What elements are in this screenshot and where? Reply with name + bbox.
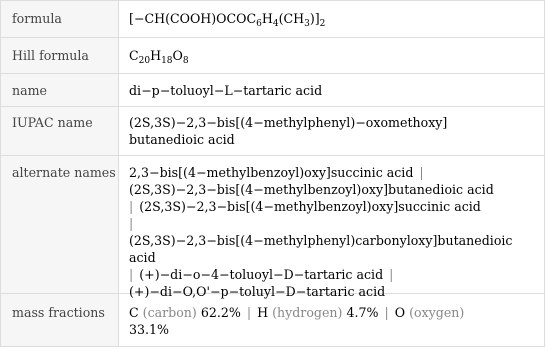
table-row-iupac-name (1, 107, 544, 156)
table-row-name (1, 74, 544, 107)
iupac-line: butanedioic acid (129, 132, 235, 147)
hill-subscript: 8 (182, 56, 189, 66)
alternate-name: (+)−di−O,O'−p−toluyl−D−tartaric acid (129, 284, 386, 299)
alternate-name: (2S,3S)−2,3−bis[(4−methylbenzoyl)oxy]butanedioic acid (129, 182, 494, 197)
alternate-name: (2S,3S)−2,3−bis[(4−methylbenzoyl)oxy]succinic acid (139, 199, 481, 214)
separator: | (129, 267, 134, 282)
element-name: (hydrogen) (272, 305, 343, 320)
row-label-iupac-name: IUPAC name (1, 107, 119, 155)
formula-subscript: 4 (272, 19, 279, 29)
hill-part: C (129, 48, 139, 63)
separator: | (389, 267, 394, 282)
name-value: di−p−toluoyl−L−tartaric acid (129, 83, 323, 98)
alternate-names-line (129, 181, 536, 198)
table-row-mass-fractions (1, 294, 544, 346)
hill-part: O (172, 48, 183, 63)
alternate-name: (2S,3S)−2,3−bis[(4−methylphenyl)carbonyloxy]butanedioic acid (129, 233, 513, 265)
alternate-name: (+)−di−o−4−toluoyl−D−tartaric acid (139, 267, 384, 282)
hill-part: H (150, 48, 162, 63)
iupac-name-value (119, 107, 544, 155)
table-row-formula (1, 1, 544, 38)
hill-formula-value (119, 38, 544, 73)
row-label-hill-formula: Hill formula (1, 38, 119, 73)
element-symbol: H (257, 305, 269, 320)
mass-fractions-value (119, 294, 544, 346)
element-name: (oxygen) (409, 305, 465, 320)
mass-fractions-line (129, 304, 536, 321)
alternate-names-value (119, 156, 544, 299)
separator: | (419, 165, 424, 180)
formula-subscript: 2 (319, 19, 326, 29)
formula-subscript: 3 (304, 19, 310, 29)
table-row-alternate-names (1, 156, 544, 299)
formula-part: [−CH(COOH)OCOC (129, 11, 257, 26)
separator: | (384, 305, 389, 320)
formula-part: )] (309, 11, 320, 26)
row-label-formula: formula (1, 1, 119, 37)
separator: | (129, 199, 134, 214)
mass-fraction: 33.1% (129, 322, 170, 337)
row-label-alternate-names: alternate names (1, 156, 119, 293)
element-name: (carbon) (142, 305, 197, 320)
alternate-names-line (129, 164, 536, 181)
alternate-names-line (129, 232, 536, 266)
hill-subscript: 20 (138, 56, 151, 66)
table-row-hill-formula (1, 38, 544, 74)
alternate-name: 2,3−bis[(4−methylbenzoyl)oxy]succinic acid (129, 165, 414, 180)
mass-fraction: 4.7% (346, 305, 379, 320)
formula-subscript: 6 (256, 19, 262, 29)
row-label-name: name (1, 74, 119, 106)
formula-part: (CH (278, 11, 305, 26)
element-symbol: C (129, 305, 139, 320)
formula-value (119, 1, 544, 37)
separator: | (246, 305, 252, 320)
mass-fractions-line (129, 321, 536, 338)
mass-fraction: 62.2% (200, 305, 241, 320)
separator: | (129, 216, 134, 231)
alternate-names-line (129, 198, 536, 215)
element-symbol: O (394, 305, 406, 320)
formula-part: H (261, 11, 273, 26)
hill-subscript: 18 (161, 56, 173, 66)
alternate-names-line (129, 215, 536, 232)
iupac-line: (2S,3S)−2,3−bis[(4−methylphenyl)−oxomethoxy] (129, 115, 448, 130)
row-label-mass-fractions: mass fractions (1, 294, 119, 346)
alternate-names-line (129, 266, 536, 283)
